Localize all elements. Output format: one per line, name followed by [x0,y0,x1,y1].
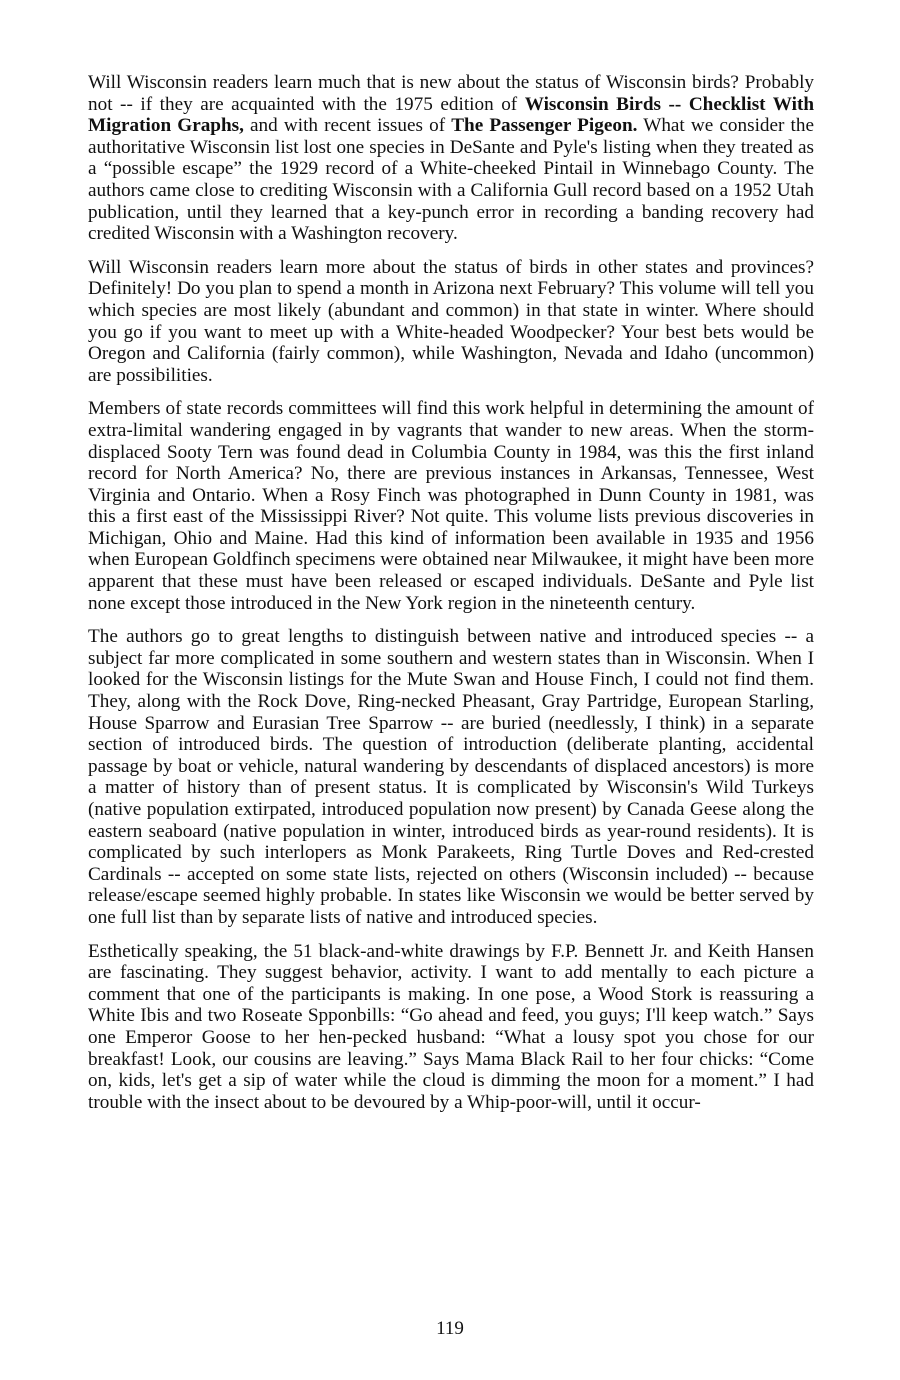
journal-title-passenger-pigeon: The Passenger Pigeon. [451,115,638,137]
paragraph-other-states [88,257,814,387]
text-run: Members of state records committees will find this work helpful in determining the amount of extra-limital wandering engaged in by vagrants that wander to new areas. When the storm-displaced Sooty Tern was found dead in Columbia County in 1984, was this the first inland record for North America? No, there are previous instances in Arkansas, Tennessee, West Virginia and Ontario. When a Rosy Finch was photographed in Dunn County in 1981, was this a first east of the Mississippi River? Not quite. This volume lists previous discoveries in Michigan, Ohio and Maine. Had this kind of information been available in 1935 and 1956 when European Goldfinch specimens were obtained near Milwaukee, it might have been more apparent that these must have been released or escaped individuals. DeSante and Pyle list none except those introduced in the New York region in the nineteenth century. [88,398,814,614]
page-number: 119 [436,1318,464,1339]
text-run: Will Wisconsin readers learn more about the status of birds in other states and provinces? Definitely! Do you plan to spend a month in Arizona next February? This volume will tell you which species are most likely (abundant and common) in that state in winter. Where should you go if you want to meet up with a White-headed Woodpecker? Your best bets would be Oregon and California (fairly common), while Washington, Nevada and Idaho (uncommon) are possibilities. [88,256,814,386]
text-run: Will Wisconsin readers learn much that is new about the status of Wisconsin birds? Probably not -- if they are acquainted with the 1975 edition of [88,72,814,115]
text-run: and with recent issues of [243,115,452,137]
paragraph-wisconsin-status [88,72,814,245]
book-title-checklist: Wisconsin Birds -- Checklist With Migration Graphs, [88,93,815,137]
paragraph-drawings [88,941,814,1114]
text-run: What we consider the authoritative Wisconsin list lost one species in DeSante and Pyle's listing when they treated as a “possible escape” the 1929 record of a White-cheeked Pintail in Winnebago County. The authors came close to crediting Wisconsin with a California Gull record based on a 1952 Utah publication, until they learned that a key-punch error in recording a banding recovery had credited Wisconsin with a Washington recovery. [88,115,814,245]
text-run: The authors go to great lengths to distinguish between native and introduced species -- a subject far more complicated in some southern and western states than in Wisconsin. When I looked for the Wisconsin listings for the Mute Swan and House Finch, I could not find them. They, along with the Rock Dove, Ring-necked Pheasant, Gray Partridge, European Starling, House Sparrow and Eurasian Tree Sparrow -- are buried (needlessly, I think) in a separate section of introduced birds. The question of introduction (deliberate planting, accidental passage by boat or vehicle, natural wandering by descendants of displaced ancestors) is more a matter of history than of present status. It is complicated by Wisconsin's Wild Turkeys (native population extirpated, introduced population now present) by Canada Geese along the eastern seaboard (native population in winter, introduced birds as year-round residents). It is complicated by such interlopers as Monk Parakeets, Ring Turtle Doves and Red-crested Cardinals -- accepted on some state lists, rejected on others (Wisconsin included) -- because release/escape seemed highly probable. In states like Wisconsin we would be better served by one full list than by separate lists of native and introduced species. [88,626,814,928]
text-run: Esthetically speaking, the 51 black-and-white drawings by F.P. Bennett Jr. and Keith Hansen are fascinating. They suggest behavior, activity. I want to add mentally to each picture a comment that one of the participants is making. In one pose, a Wood Stork is reassuring a White Ibis and two Roseate Spponbills: “Go ahead and feed, you guys; I'll keep watch.” Says one Emperor Goose to her hen-pecked husband: “What a lousy spot you chose for our breakfast! Look, our cousins are leaving.” Says Mama Black Rail to her four chicks: “Come on, kids, let's get a sip of water while the cloud is dimming the moon for a moment.” I had trouble with the insect about to be devoured by a Whip-poor-will, until it occur- [88,940,814,1113]
body-text [88,72,814,1125]
paragraph-records-committees [88,398,814,614]
paragraph-native-introduced [88,626,814,928]
